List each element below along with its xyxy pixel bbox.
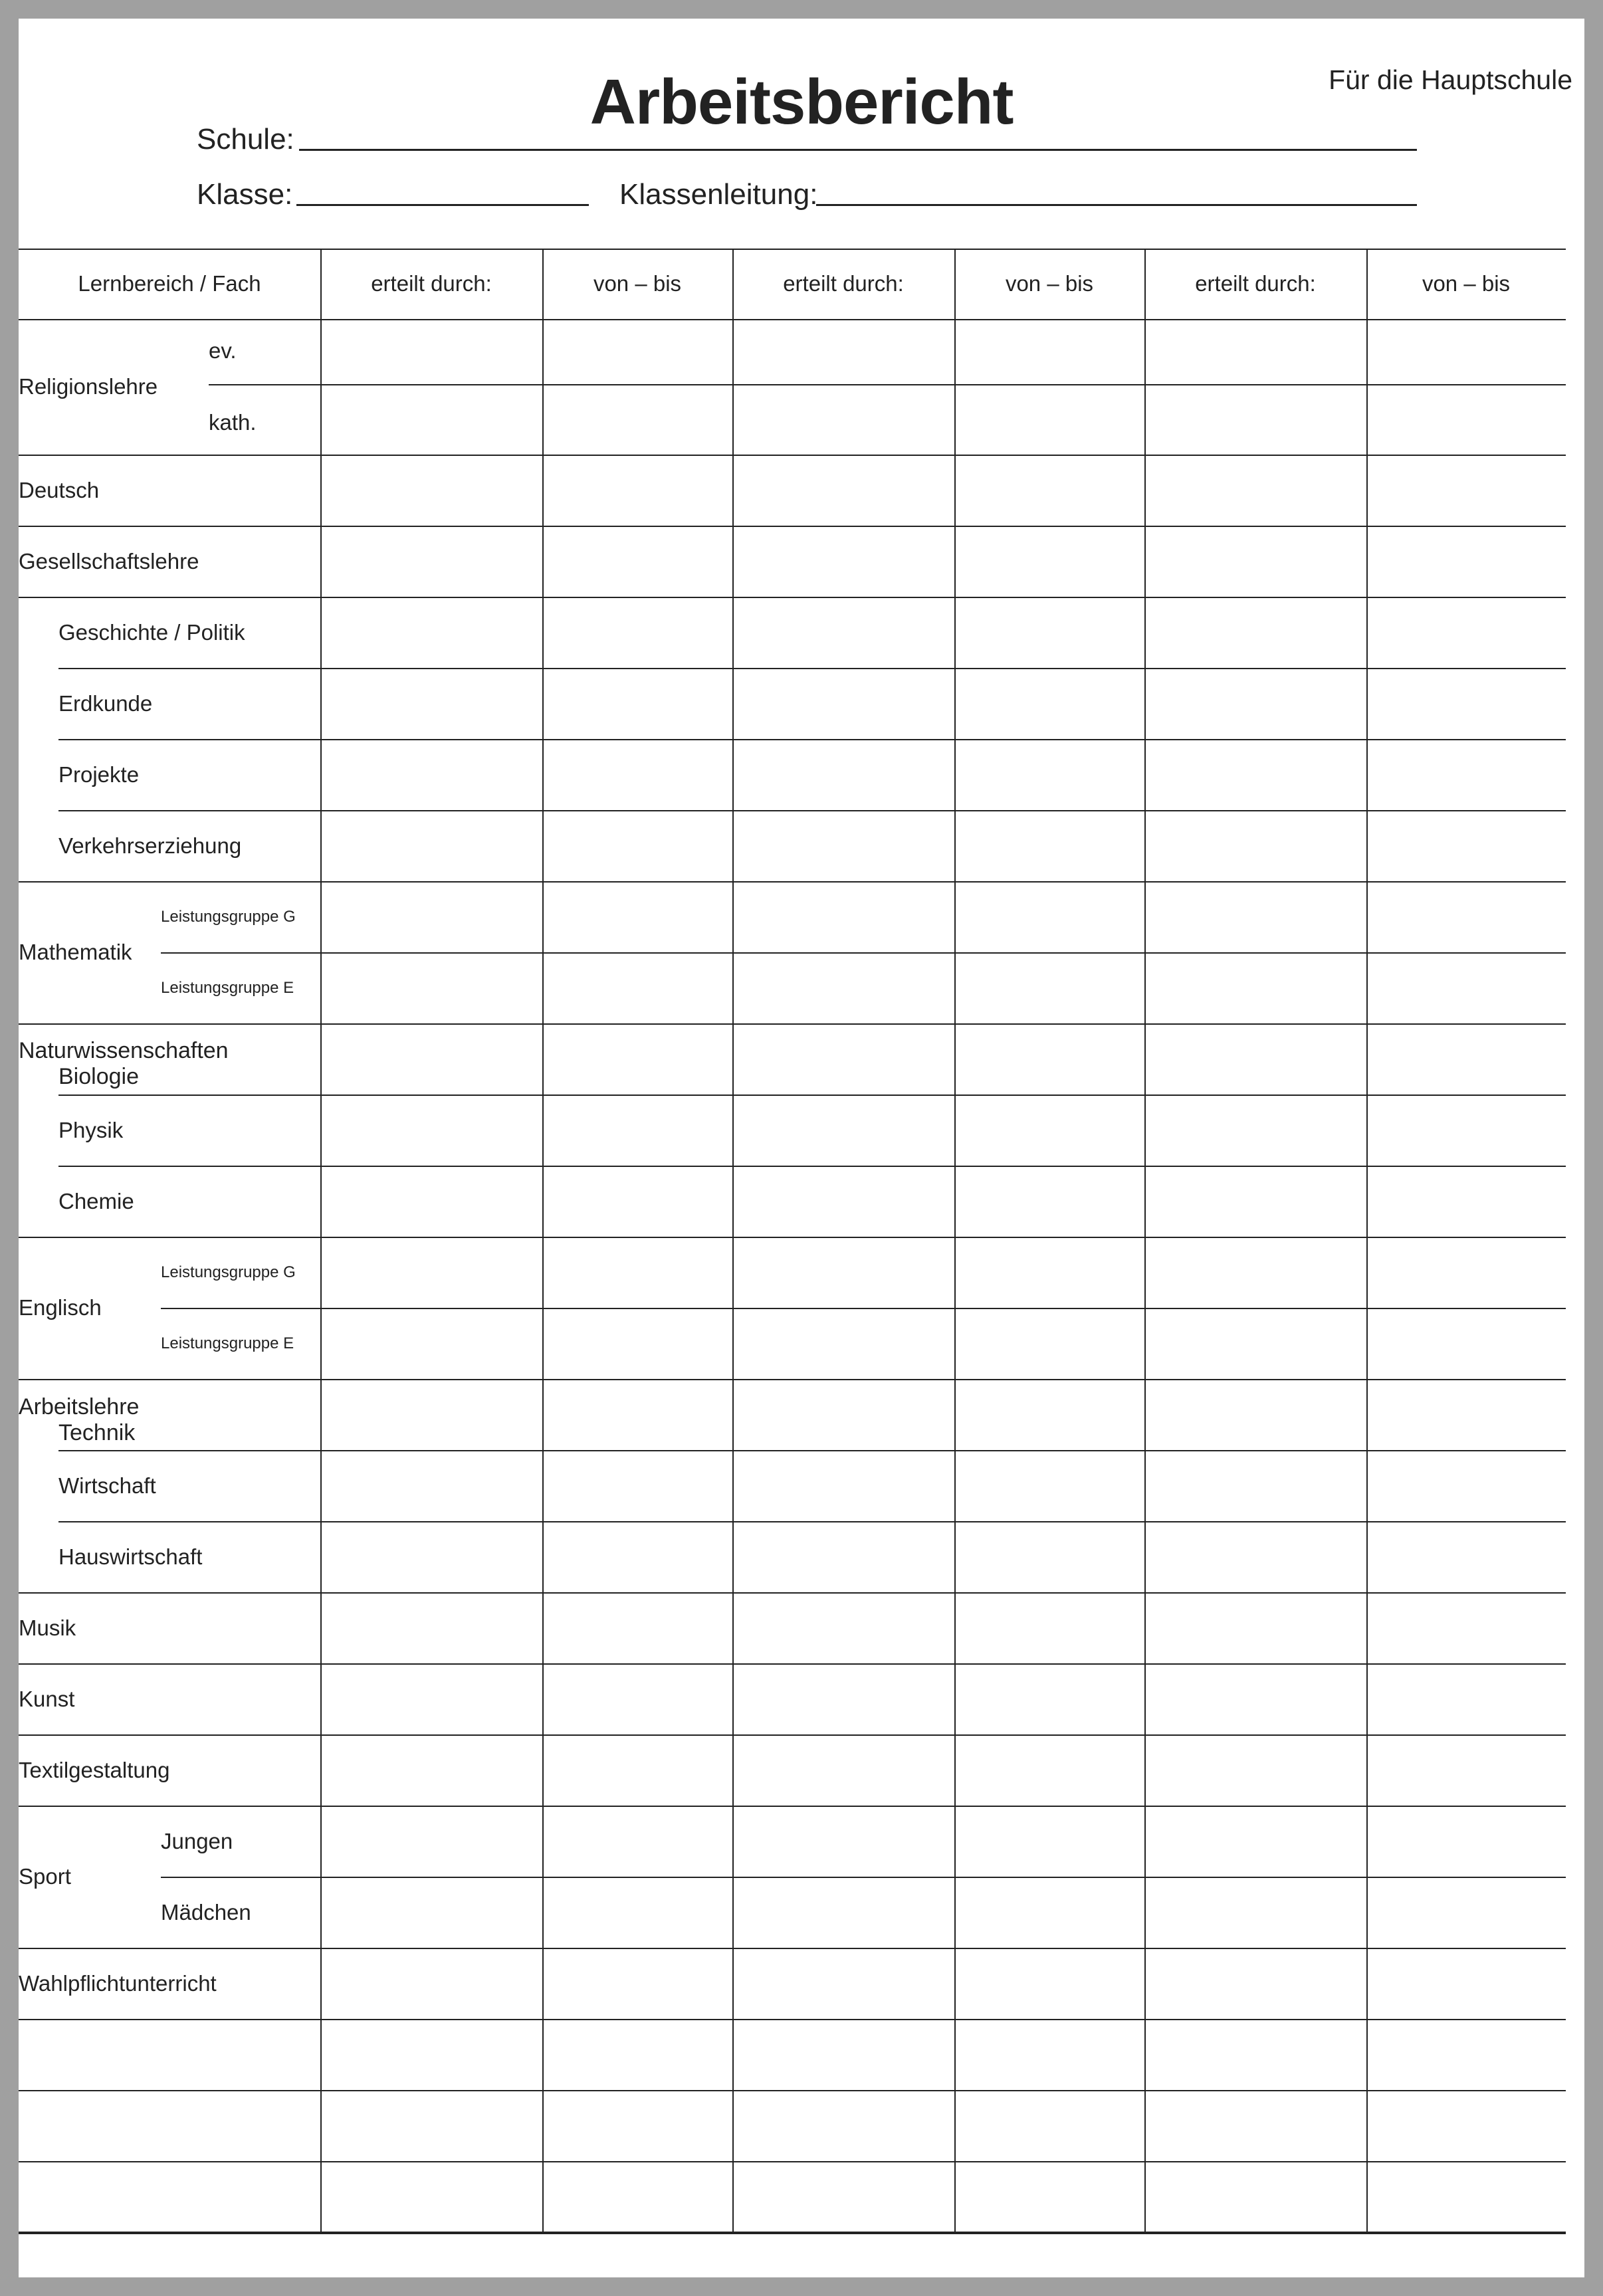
period-entry-cell[interactable]: [542, 2161, 732, 2232]
taught-by-entry-cell[interactable]: [320, 1663, 542, 1734]
period-entry-cell[interactable]: [542, 384, 732, 455]
period-entry-cell[interactable]: [954, 1237, 1144, 1308]
period-entry-cell[interactable]: [542, 1948, 732, 2019]
period-entry-cell[interactable]: [542, 1877, 732, 1948]
taught-by-entry-cell[interactable]: [320, 1379, 542, 1450]
taught-by-entry-cell[interactable]: [732, 2161, 954, 2232]
subject-technik: Technik: [58, 1420, 136, 1445]
period-entry-cell[interactable]: [954, 1663, 1144, 1734]
subject-geschichte-politik: Geschichte / Politik: [58, 619, 245, 645]
column-rule: [1366, 249, 1368, 2233]
period-entry-cell[interactable]: [954, 1308, 1144, 1379]
row-rule: [19, 1806, 1566, 1807]
taught-by-entry-cell[interactable]: [1144, 455, 1366, 526]
period-entry-cell[interactable]: [1366, 526, 1566, 597]
taught-by-entry-cell[interactable]: [320, 1877, 542, 1948]
subject-projekte: Projekte: [58, 762, 140, 787]
subject-wahlpflicht: Wahlpflichtunterricht: [19, 1970, 217, 1996]
taught-by-entry-cell[interactable]: [732, 952, 954, 1023]
taught-by-entry-cell[interactable]: [1144, 526, 1366, 597]
taught-by-entry-cell[interactable]: [732, 455, 954, 526]
subject-naturwissenschaften: Naturwissenschaften: [19, 1038, 229, 1063]
taught-by-entry-cell[interactable]: [732, 739, 954, 810]
taught-by-entry-cell[interactable]: [320, 526, 542, 597]
subject-verkehrserziehung: Verkehrserziehung: [58, 833, 242, 858]
row-rule: [58, 1095, 1566, 1096]
subject-musik: Musik: [19, 1615, 76, 1640]
period-entry-cell[interactable]: [954, 1948, 1144, 2019]
taught-by-entry-cell[interactable]: [320, 1450, 542, 1521]
period-entry-cell[interactable]: [1366, 1877, 1566, 1948]
period-entry-cell[interactable]: [1366, 739, 1566, 810]
row-rule: [19, 1237, 1566, 1238]
period-entry-cell[interactable]: [1366, 597, 1566, 668]
row-rule: [19, 455, 1566, 456]
subject-arbeitslehre: Arbeitslehre: [19, 1394, 140, 1419]
period-entry-cell[interactable]: [1366, 1948, 1566, 2019]
period-entry-cell[interactable]: [1366, 1023, 1566, 1095]
period-entry-cell[interactable]: [542, 1379, 732, 1450]
period-entry-cell[interactable]: [542, 668, 732, 739]
taught-by-entry-cell[interactable]: [320, 739, 542, 810]
taught-by-entry-cell[interactable]: [320, 668, 542, 739]
taught-by-entry-cell[interactable]: [732, 1023, 954, 1095]
taught-by-entry-cell[interactable]: [320, 1308, 542, 1379]
period-entry-cell[interactable]: [542, 319, 732, 384]
row-rule: [19, 1734, 1566, 1736]
taught-by-entry-cell[interactable]: [1144, 2019, 1366, 2090]
subject-kunst: Kunst: [19, 1686, 75, 1711]
period-entry-cell[interactable]: [954, 1592, 1144, 1663]
school-type-label: Für die Hauptschule: [1329, 64, 1572, 95]
subject-religion-kath: kath.: [209, 410, 257, 435]
column-header-period-1: von – bis: [593, 271, 682, 296]
period-entry-cell[interactable]: [542, 1521, 732, 1592]
taught-by-entry-cell[interactable]: [1144, 810, 1366, 881]
subject-engl-group-e: Leistungsgruppe E: [161, 1334, 294, 1352]
row-rule: [19, 1948, 1566, 1949]
period-entry-cell[interactable]: [954, 881, 1144, 952]
taught-by-entry-cell[interactable]: [320, 597, 542, 668]
period-entry-cell[interactable]: [542, 881, 732, 952]
period-entry-cell[interactable]: [954, 1806, 1144, 1877]
subject-sport-jungen: Jungen: [161, 1828, 233, 1853]
column-header-taught-by-1: erteilt durch:: [371, 271, 492, 296]
period-entry-cell[interactable]: [542, 526, 732, 597]
period-entry-cell[interactable]: [954, 1734, 1144, 1806]
column-rule: [732, 249, 734, 2233]
period-entry-cell[interactable]: [954, 1095, 1144, 1166]
period-entry-cell[interactable]: [1366, 881, 1566, 952]
taught-by-entry-cell[interactable]: [320, 1592, 542, 1663]
taught-by-entry-cell[interactable]: [320, 1521, 542, 1592]
period-entry-cell[interactable]: [542, 1166, 732, 1237]
subject-hauswirtschaft: Hauswirtschaft: [58, 1544, 203, 1569]
row-rule: [161, 1877, 1566, 1878]
period-entry-cell[interactable]: [542, 1308, 732, 1379]
taught-by-entry-cell[interactable]: [320, 384, 542, 455]
row-rule: [161, 1308, 1566, 1309]
table-bottom-rule: [19, 2232, 1566, 2234]
period-entry-cell[interactable]: [542, 1023, 732, 1095]
taught-by-entry-cell[interactable]: [1144, 597, 1366, 668]
period-entry-cell[interactable]: [954, 526, 1144, 597]
row-rule: [209, 384, 1566, 385]
form-sheet: [19, 19, 1584, 2277]
period-entry-cell[interactable]: [1366, 1521, 1566, 1592]
taught-by-entry-cell[interactable]: [732, 2090, 954, 2161]
subject-math-group-e: Leistungsgruppe E: [161, 978, 294, 997]
taught-by-entry-cell[interactable]: [732, 1592, 954, 1663]
period-entry-cell[interactable]: [542, 1237, 732, 1308]
period-entry-cell[interactable]: [954, 668, 1144, 739]
taught-by-entry-cell[interactable]: [1144, 1379, 1366, 1450]
taught-by-entry-cell[interactable]: [732, 881, 954, 952]
period-entry-cell[interactable]: [954, 2161, 1144, 2232]
period-entry-cell[interactable]: [1366, 2161, 1566, 2232]
column-header-period-2: von – bis: [1005, 271, 1094, 296]
period-entry-cell[interactable]: [542, 1734, 732, 1806]
column-rule: [954, 249, 956, 2233]
period-entry-cell[interactable]: [954, 1166, 1144, 1237]
taught-by-entry-cell[interactable]: [320, 455, 542, 526]
row-rule: [19, 1592, 1566, 1594]
row-rule: [19, 881, 1566, 883]
period-entry-cell[interactable]: [954, 1450, 1144, 1521]
taught-by-entry-cell[interactable]: [732, 1095, 954, 1166]
taught-by-entry-cell[interactable]: [1144, 1521, 1366, 1592]
column-header-taught-by-2: erteilt durch:: [783, 271, 904, 296]
row-rule: [19, 597, 1566, 598]
taught-by-entry-cell[interactable]: [1144, 319, 1366, 384]
period-entry-cell[interactable]: [542, 1095, 732, 1166]
column-rule: [542, 249, 544, 2233]
row-rule: [19, 1663, 1566, 1665]
taught-by-entry-cell[interactable]: [1144, 1592, 1366, 1663]
period-entry-cell[interactable]: [542, 1663, 732, 1734]
period-entry-cell[interactable]: [1366, 1379, 1566, 1450]
period-entry-cell[interactable]: [954, 2019, 1144, 2090]
class-label: Klasse:: [197, 178, 293, 211]
period-entry-cell[interactable]: [1366, 1592, 1566, 1663]
period-entry-cell[interactable]: [542, 1592, 732, 1663]
row-rule: [19, 1379, 1566, 1380]
page-title: Arbeitsbericht: [589, 66, 1014, 138]
taught-by-entry-cell[interactable]: [1144, 1734, 1366, 1806]
taught-by-entry-cell[interactable]: [732, 1663, 954, 1734]
taught-by-entry-cell[interactable]: [320, 1948, 542, 2019]
taught-by-entry-cell[interactable]: [1144, 1877, 1366, 1948]
class-teacher-label: Klassenleitung:: [619, 178, 818, 211]
period-entry-cell[interactable]: [542, 1806, 732, 1877]
taught-by-entry-cell[interactable]: [732, 1308, 954, 1379]
period-entry-cell[interactable]: [954, 1521, 1144, 1592]
period-entry-cell[interactable]: [1366, 668, 1566, 739]
subject-wirtschaft: Wirtschaft: [58, 1473, 156, 1498]
taught-by-entry-cell[interactable]: [732, 1948, 954, 2019]
row-rule: [58, 1166, 1566, 1167]
taught-by-entry-cell[interactable]: [1144, 2090, 1366, 2161]
row-rule: [58, 739, 1566, 740]
taught-by-entry-cell[interactable]: [732, 1166, 954, 1237]
row-rule: [161, 952, 1566, 954]
period-entry-cell[interactable]: [542, 810, 732, 881]
subject-biologie: Biologie: [58, 1064, 139, 1089]
taught-by-entry-cell[interactable]: [320, 1734, 542, 1806]
taught-by-entry-cell[interactable]: [320, 810, 542, 881]
period-entry-cell[interactable]: [1366, 810, 1566, 881]
taught-by-entry-cell[interactable]: [732, 1237, 954, 1308]
subject-engl-group-g: Leistungsgruppe G: [161, 1263, 296, 1281]
taught-by-entry-cell[interactable]: [1144, 2161, 1366, 2232]
taught-by-entry-cell[interactable]: [320, 1237, 542, 1308]
taught-by-entry-cell[interactable]: [1144, 1308, 1366, 1379]
taught-by-entry-cell[interactable]: [1144, 668, 1366, 739]
taught-by-entry-cell[interactable]: [1144, 1450, 1366, 1521]
row-rule: [19, 1023, 1566, 1025]
column-header-taught-by-3: erteilt durch:: [1195, 271, 1316, 296]
taught-by-entry-cell[interactable]: [732, 810, 954, 881]
period-entry-cell[interactable]: [954, 1023, 1144, 1095]
subject-religion: Religionslehre: [19, 374, 158, 399]
taught-by-entry-cell[interactable]: [732, 319, 954, 384]
period-entry-cell[interactable]: [542, 597, 732, 668]
taught-by-entry-cell[interactable]: [320, 2090, 542, 2161]
period-entry-cell[interactable]: [1366, 1237, 1566, 1308]
taught-by-entry-cell[interactable]: [1144, 881, 1366, 952]
row-rule: [19, 2019, 1566, 2020]
period-entry-cell[interactable]: [1366, 319, 1566, 384]
period-entry-cell[interactable]: [542, 952, 732, 1023]
taught-by-entry-cell[interactable]: [732, 526, 954, 597]
row-rule: [19, 319, 1566, 320]
taught-by-entry-cell[interactable]: [1144, 1948, 1366, 2019]
taught-by-entry-cell[interactable]: [1144, 1806, 1366, 1877]
taught-by-entry-cell[interactable]: [732, 597, 954, 668]
taught-by-entry-cell[interactable]: [1144, 1095, 1366, 1166]
taught-by-entry-cell[interactable]: [1144, 1237, 1366, 1308]
taught-by-entry-cell[interactable]: [732, 1734, 954, 1806]
subject-sport-maedchen: Mädchen: [161, 1899, 251, 1925]
period-entry-cell[interactable]: [1366, 2090, 1566, 2161]
subject-englisch: Englisch: [19, 1295, 102, 1320]
period-entry-cell[interactable]: [1366, 1663, 1566, 1734]
period-entry-cell[interactable]: [954, 319, 1144, 384]
period-entry-cell[interactable]: [1366, 1166, 1566, 1237]
subject-textilgestaltung: Textilgestaltung: [19, 1757, 170, 1782]
period-entry-cell[interactable]: [1366, 952, 1566, 1023]
period-entry-cell[interactable]: [1366, 1734, 1566, 1806]
taught-by-entry-cell[interactable]: [1144, 1663, 1366, 1734]
row-rule: [58, 1450, 1566, 1451]
work-report-table: [19, 19, 1584, 2277]
taught-by-entry-cell[interactable]: [320, 319, 542, 384]
taught-by-entry-cell[interactable]: [732, 1877, 954, 1948]
subject-gesellschaftslehre: Gesellschaftslehre: [19, 548, 199, 574]
subject-chemie: Chemie: [58, 1188, 134, 1213]
column-rule: [320, 249, 322, 2233]
taught-by-entry-cell[interactable]: [320, 881, 542, 952]
period-entry-cell[interactable]: [1366, 2019, 1566, 2090]
subject-math-group-g: Leistungsgruppe G: [161, 907, 296, 926]
taught-by-entry-cell[interactable]: [320, 2019, 542, 2090]
period-entry-cell[interactable]: [954, 1877, 1144, 1948]
taught-by-entry-cell[interactable]: [732, 668, 954, 739]
taught-by-entry-cell[interactable]: [1144, 952, 1366, 1023]
taught-by-entry-cell[interactable]: [732, 1806, 954, 1877]
period-entry-cell[interactable]: [1366, 455, 1566, 526]
period-entry-cell[interactable]: [542, 1450, 732, 1521]
row-rule: [19, 526, 1566, 527]
taught-by-entry-cell[interactable]: [1144, 739, 1366, 810]
period-entry-cell[interactable]: [954, 1379, 1144, 1450]
taught-by-entry-cell[interactable]: [320, 2161, 542, 2232]
subject-physik: Physik: [58, 1117, 124, 1142]
period-entry-cell[interactable]: [954, 384, 1144, 455]
period-entry-cell[interactable]: [954, 2090, 1144, 2161]
taught-by-entry-cell[interactable]: [320, 1095, 542, 1166]
row-rule: [58, 810, 1566, 811]
taught-by-entry-cell[interactable]: [732, 384, 954, 455]
period-entry-cell[interactable]: [954, 739, 1144, 810]
taught-by-entry-cell[interactable]: [320, 1023, 542, 1095]
row-rule: [58, 668, 1566, 669]
period-entry-cell[interactable]: [542, 2090, 732, 2161]
period-entry-cell[interactable]: [1366, 1095, 1566, 1166]
table-top-rule: [19, 249, 1566, 250]
period-entry-cell[interactable]: [542, 455, 732, 526]
taught-by-entry-cell[interactable]: [1144, 1166, 1366, 1237]
taught-by-entry-cell[interactable]: [732, 1450, 954, 1521]
period-entry-cell[interactable]: [954, 455, 1144, 526]
column-header-subject: Lernbereich / Fach: [78, 271, 261, 296]
taught-by-entry-cell[interactable]: [1144, 1023, 1366, 1095]
taught-by-entry-cell[interactable]: [320, 1806, 542, 1877]
period-entry-cell[interactable]: [1366, 1450, 1566, 1521]
taught-by-entry-cell[interactable]: [732, 1521, 954, 1592]
period-entry-cell[interactable]: [542, 739, 732, 810]
subject-sport: Sport: [19, 1864, 71, 1889]
row-rule: [19, 2161, 1566, 2162]
column-rule: [1144, 249, 1146, 2233]
subject-deutsch: Deutsch: [19, 477, 100, 502]
column-header-period-3: von – bis: [1422, 271, 1511, 296]
taught-by-entry-cell[interactable]: [732, 2019, 954, 2090]
period-entry-cell[interactable]: [1366, 1806, 1566, 1877]
taught-by-entry-cell[interactable]: [732, 1379, 954, 1450]
period-entry-cell[interactable]: [954, 597, 1144, 668]
taught-by-entry-cell[interactable]: [320, 952, 542, 1023]
school-label: Schule:: [197, 123, 294, 156]
row-rule: [19, 2090, 1566, 2091]
row-rule: [58, 1521, 1566, 1522]
subject-erdkunde: Erdkunde: [58, 690, 153, 716]
period-entry-cell[interactable]: [954, 952, 1144, 1023]
period-entry-cell[interactable]: [1366, 1308, 1566, 1379]
taught-by-entry-cell[interactable]: [320, 1166, 542, 1237]
period-entry-cell[interactable]: [1366, 384, 1566, 455]
subject-religion-ev: ev.: [209, 338, 237, 363]
taught-by-entry-cell[interactable]: [1144, 384, 1366, 455]
subject-mathematik: Mathematik: [19, 940, 132, 964]
period-entry-cell[interactable]: [954, 810, 1144, 881]
period-entry-cell[interactable]: [542, 2019, 732, 2090]
